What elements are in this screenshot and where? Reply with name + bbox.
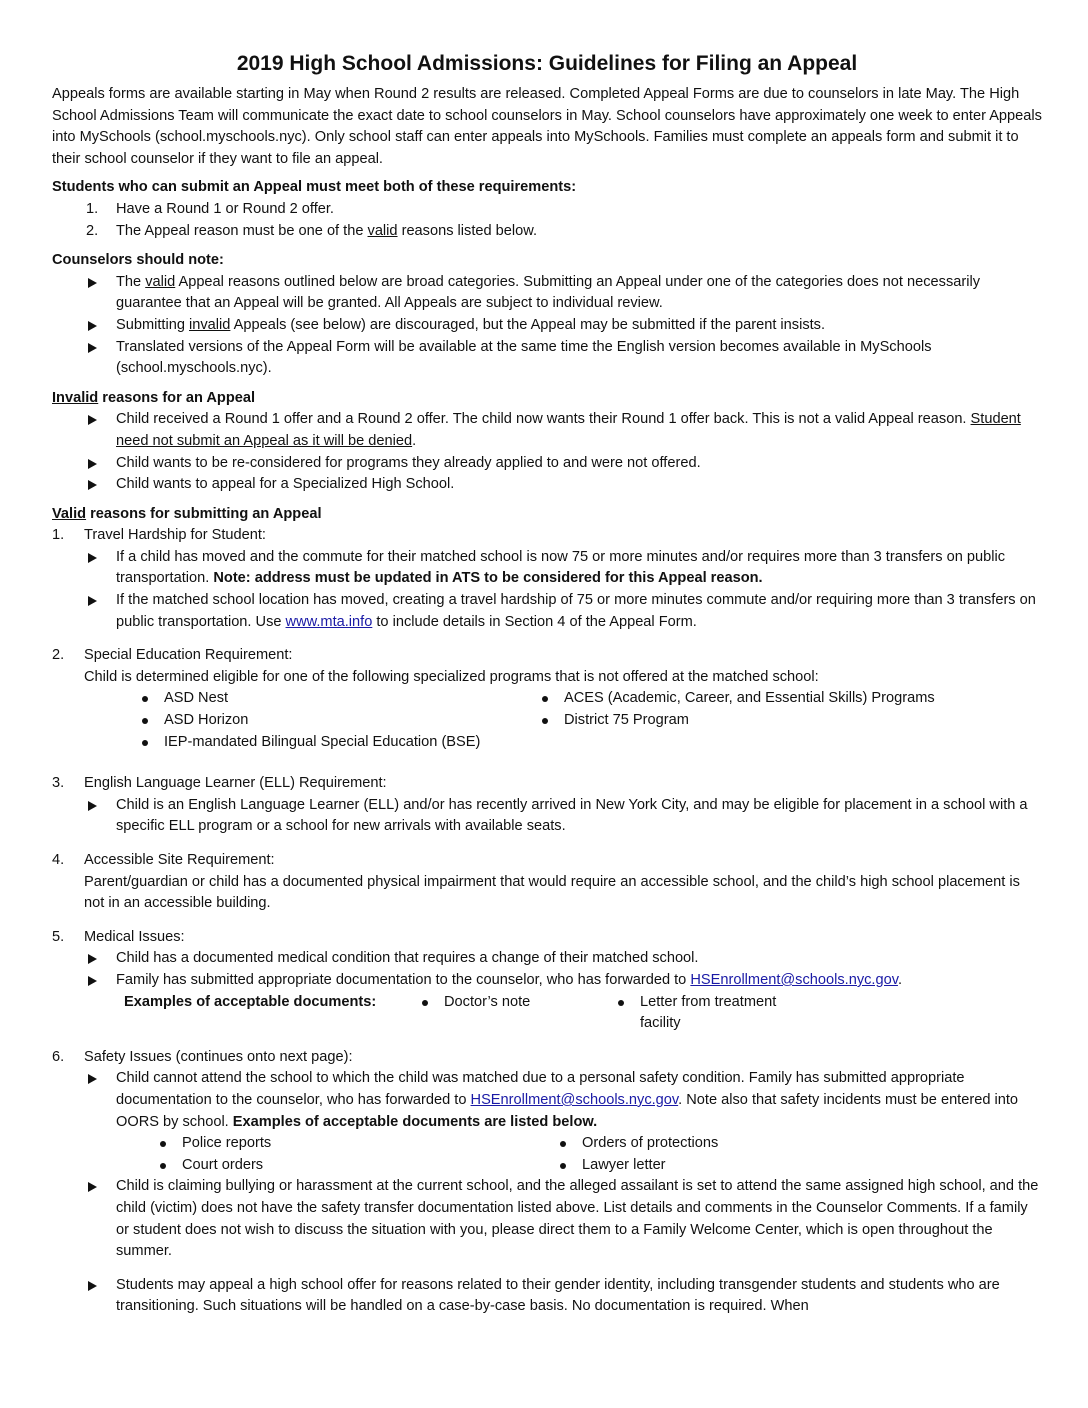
arrow-bullet-icon bbox=[88, 976, 97, 986]
arrow-bullet-icon bbox=[88, 459, 97, 469]
arrow-bullet-icon bbox=[88, 596, 97, 606]
reason-title: Medical Issues: bbox=[84, 928, 185, 945]
detail-text: Child is an English Language Learner (ELL) and/or has recently arrived in New York City, and may be eligible for placement in a school with a specific ELL program or a school for new arrivals with available seats. bbox=[116, 796, 1028, 835]
reason-title: Accessible Site Requirement: bbox=[84, 852, 275, 868]
invalid-heading-rest: reasons for an Appeal bbox=[98, 389, 256, 406]
arrow-bullet-icon bbox=[88, 343, 97, 353]
safety-detail bbox=[52, 1068, 1042, 1133]
requirement-item bbox=[52, 221, 1042, 243]
arrow-bullet-icon bbox=[88, 321, 97, 331]
requirement-text: Have a Round 1 or Round 2 offer. bbox=[116, 200, 334, 217]
detail-text: If the matched school location has moved, creating a travel hardship of 75 or more minutes commute and/or requiring more than 3 transfers on public transportation. Use bbox=[116, 592, 1036, 630]
note-text: Submitting bbox=[116, 316, 190, 333]
safety-detail bbox=[52, 1275, 1042, 1318]
program-item: IEP-mandated Bilingual Special Education (BSE) bbox=[138, 732, 538, 754]
special-education-programs bbox=[52, 688, 1042, 753]
safety-detail bbox=[52, 1176, 1042, 1262]
arrow-bullet-icon bbox=[88, 1182, 97, 1192]
document-item: Lawyer letter bbox=[556, 1155, 976, 1177]
detail-text: Family has submitted appropriate documentation to the counselor, who has forwarded to bbox=[116, 971, 691, 988]
hs-enrollment-email-link[interactable]: HSEnrollment@schools.nyc.gov bbox=[690, 971, 898, 988]
mta-link[interactable]: www.mta.info bbox=[285, 613, 373, 630]
detail-text: Students may appeal a high school offer for reasons related to their gender identity, including transgender students and students who are transitioning. Such situations will be handled on a case-by-case basis. No documentation is required. When bbox=[116, 1276, 1000, 1315]
note-text: Translated versions of the Appeal Form will be available at the same time the English version becomes available in MySchools (school.myschools.nyc). bbox=[116, 338, 932, 377]
example-item: Letter from treatment facility bbox=[614, 992, 810, 1035]
reason-number: 2. bbox=[52, 647, 65, 664]
requirement-item bbox=[52, 199, 1042, 221]
reason-title: Special Education Requirement: bbox=[84, 647, 293, 664]
arrow-bullet-icon bbox=[88, 954, 97, 964]
counselors-section bbox=[52, 250, 1042, 380]
detail-text: . Note also that safety incidents must be entered into OORS by school. bbox=[116, 1091, 1019, 1130]
document-title: 2019 High School Admissions: Guidelines for Filing an Appeal bbox=[236, 52, 858, 75]
document-item: Orders of protections bbox=[556, 1133, 976, 1155]
invalid-reason bbox=[52, 409, 1042, 452]
detail-text: Child is claiming bullying or harassment at the current school, and the alleged assailant is set to attend the same assigned high school, and the child (victim) does not have the safety transfer documentation listed above. List details and comments in the Counselor Comments. If a family or student does not wish to discuss the situation with you, please direct them to a Family Welcome Center, which is open throughout the summer. bbox=[116, 1178, 1039, 1260]
detail-text: Child cannot attend the school to which the child was matched due to a personal safety condition. Family has submitted appropriate documentation to the counselor, who has forwarded to bbox=[116, 1070, 965, 1108]
detail-text: If a child has moved and the commute for their matched school is now 75 or more minutes and/or requires more than 3 transfers on public transportation. bbox=[116, 548, 1006, 587]
detail-text: to include details in Section 4 of the Appeal Form. bbox=[372, 613, 697, 630]
hs-enrollment-email-link[interactable]: HSEnrollment@schools.nyc.gov bbox=[470, 1091, 679, 1108]
program-item: ASD Nest bbox=[138, 688, 538, 710]
accessible-site-description: Parent/guardian or child has a documented physical impairment that would require an accessible school, and the child’s high school placement is not in an accessible building. bbox=[84, 873, 1020, 912]
reason-number: 3. bbox=[52, 775, 65, 792]
arrow-bullet-icon bbox=[88, 1281, 97, 1291]
invalid-heading bbox=[52, 388, 1042, 410]
reason-title: Safety Issues (continues onto next page): bbox=[84, 1048, 353, 1065]
arrow-bullet-icon bbox=[88, 278, 97, 288]
requirement-text-pre: The Appeal reason must be one of the bbox=[116, 222, 368, 239]
detail-text: Child has a documented medical condition that requires a change of their matched school. bbox=[116, 950, 699, 967]
reason-title: Travel Hardship for Student: bbox=[84, 527, 266, 544]
reason-text: Child wants to appeal for a Specialized High School. bbox=[116, 476, 455, 493]
valid-reason-accessible-site bbox=[52, 850, 1042, 872]
document-item: Police reports bbox=[156, 1133, 556, 1155]
valid-reason-medical bbox=[52, 927, 1042, 949]
intro-paragraph: Appeals forms are available starting in May when Round 2 results are released. Completed Appeal Forms are due to counselors in late May. The High School Admissions Team will communicate the exact date to school counselors in May. School counselors have approximately one week to enter Appeals into MySchools (school.myschools.nyc). Only school staff can enter appeals into MySchools. Families must complete an appeals form and submit it to their school counselor if they want to file an appeal. bbox=[52, 86, 1042, 167]
arrow-bullet-icon bbox=[88, 801, 97, 811]
requirement-number: 1. bbox=[86, 200, 99, 217]
note-text: Appeal reasons outlined below are broad categories. Submitting an Appeal under one of the categories does not necessarily guarantee that an Appeal will be granted. All Appeals are subject to individual review. bbox=[116, 273, 981, 312]
requirement-text-post: reasons listed below. bbox=[397, 222, 538, 239]
ell-detail bbox=[52, 795, 1042, 838]
program-item: District 75 Program bbox=[538, 710, 958, 732]
arrow-bullet-icon bbox=[88, 1074, 97, 1084]
valid-heading-rest: reasons for submitting an Appeal bbox=[86, 505, 322, 522]
medical-examples bbox=[52, 992, 1042, 1035]
note-underlined: invalid bbox=[189, 316, 231, 333]
reason-number: 4. bbox=[52, 852, 65, 868]
reason-text: . bbox=[412, 432, 417, 449]
counselor-note bbox=[52, 315, 1042, 337]
note-underlined: valid bbox=[145, 273, 176, 290]
reason-text: Child wants to be re-considered for programs they already applied to and were not offered. bbox=[116, 454, 701, 471]
reason-text: Child received a Round 1 offer and a Round 2 offer. The child now wants their Round 1 offer back. This is not a valid Appeal reason. bbox=[116, 411, 971, 428]
invalid-heading-underlined: Invalid bbox=[52, 389, 99, 406]
detail-bold: Examples of acceptable documents are listed below. bbox=[232, 1113, 598, 1130]
requirements-heading: Students who can submit an Appeal must meet both of these requirements: bbox=[52, 179, 577, 196]
requirement-number: 2. bbox=[86, 222, 99, 239]
reason-title: English Language Learner (ELL) Requirement: bbox=[84, 775, 387, 792]
invalid-reason bbox=[52, 474, 1042, 496]
reason-number: 5. bbox=[52, 928, 65, 945]
valid-heading-underlined: Valid bbox=[52, 505, 87, 522]
requirements-section bbox=[52, 177, 1042, 242]
example-item: Doctor’s note bbox=[418, 992, 614, 1035]
reason-number: 1. bbox=[52, 527, 65, 544]
detail-bold: Note: address must be updated in ATS to be considered for this Appeal reason. bbox=[213, 570, 763, 587]
medical-detail bbox=[52, 970, 1042, 992]
counselor-note bbox=[52, 337, 1042, 380]
arrow-bullet-icon bbox=[88, 480, 97, 490]
program-item: ASD Horizon bbox=[138, 710, 538, 732]
valid-reason-special-education bbox=[52, 645, 1042, 667]
valid-heading bbox=[52, 504, 1042, 526]
arrow-bullet-icon bbox=[88, 415, 97, 425]
document-item: Court orders bbox=[156, 1155, 556, 1177]
examples-label: Examples of acceptable documents: bbox=[124, 993, 377, 1010]
requirement-text-underlined: valid bbox=[367, 222, 398, 239]
travel-detail bbox=[52, 547, 1042, 590]
valid-reasons-section bbox=[52, 504, 1042, 1318]
invalid-reasons-section bbox=[52, 388, 1042, 496]
valid-reason-travel bbox=[52, 525, 1042, 547]
invalid-reason bbox=[52, 453, 1042, 475]
valid-reason-safety bbox=[52, 1047, 1042, 1069]
arrow-bullet-icon bbox=[88, 553, 97, 563]
medical-detail bbox=[52, 948, 1042, 970]
counselors-heading: Counselors should note: bbox=[52, 252, 224, 269]
valid-reason-ell bbox=[52, 773, 1042, 795]
special-education-description: Child is determined eligible for one of the following specialized programs that is not offered at the matched school: bbox=[84, 668, 819, 685]
safety-documents bbox=[52, 1133, 1042, 1176]
travel-detail bbox=[52, 590, 1042, 633]
program-item: ACES (Academic, Career, and Essential Skills) Programs bbox=[538, 688, 958, 710]
note-text: Appeals (see below) are discouraged, but the Appeal may be submitted if the parent insists. bbox=[230, 316, 826, 333]
note-text: The bbox=[116, 273, 146, 290]
document-page bbox=[52, 52, 1042, 1318]
reason-number: 6. bbox=[52, 1048, 65, 1065]
detail-text: . bbox=[897, 971, 902, 988]
reason-underlined: Student need not submit an Appeal as it will be denied bbox=[116, 411, 1021, 449]
counselor-note bbox=[52, 272, 1042, 315]
